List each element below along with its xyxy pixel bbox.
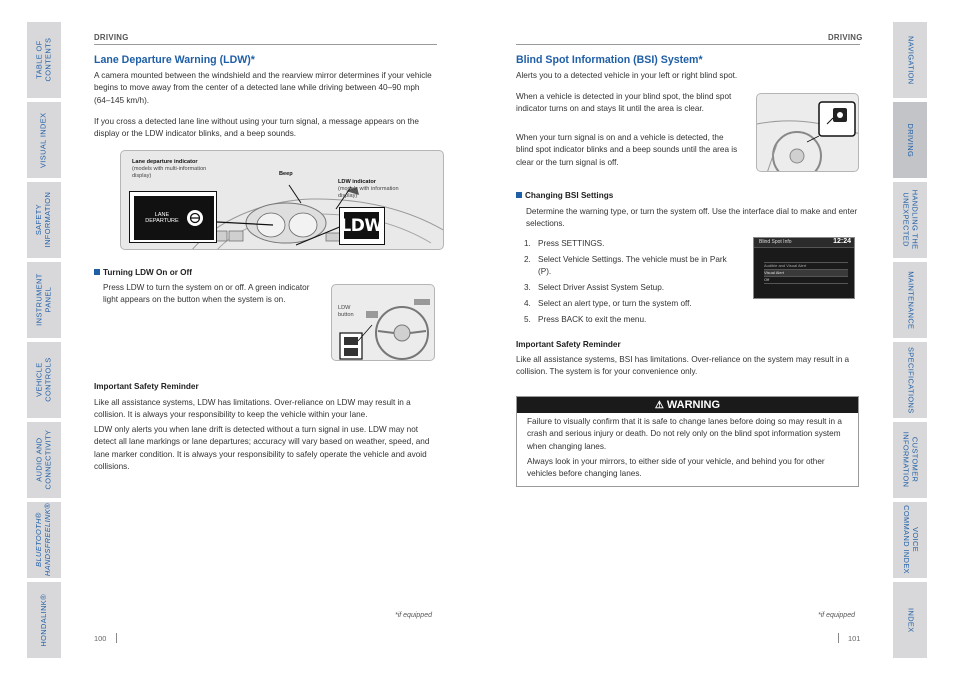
beep-note: Beep [279, 171, 293, 177]
tab-label: INDEX [906, 607, 916, 633]
screen-text: LANE DEPARTURE [145, 211, 179, 224]
warning-box [516, 396, 859, 487]
page-number: 100 [94, 634, 107, 643]
section-label: DRIVING [828, 33, 863, 42]
step-number: 5. [524, 314, 531, 324]
warning-header [517, 397, 858, 413]
bsi-settings-screen [753, 237, 855, 299]
tab-label: BLUETOOTH® HANDSFREELINK® [34, 503, 52, 577]
note-sub: (models with multi-information display) [132, 166, 207, 179]
tab-customer-information[interactable] [893, 422, 927, 498]
step-text: Select an alert type, or turn the system off. [538, 298, 692, 308]
safety-paragraph: Like all assistance systems, BSI has limitations. Over-reliance on the system may result in a collision. The system is for your convenience only. [516, 355, 850, 377]
page-title: Blind Spot Information (BSI) System* [516, 54, 703, 66]
tab-index[interactable] [893, 582, 927, 658]
ldw-dashboard-illustration [120, 150, 444, 250]
page-title: Lane Departure Warning (LDW)* [94, 54, 255, 66]
header-rule [94, 44, 437, 45]
safety-paragraph-1: Like all assistance systems, LDW has limitations. Over-reliance on LDW may result in a collision. It is always your responsibility to keep the vehicle within your lane. [94, 398, 411, 420]
warning-triangle-icon: ⚠ [654, 399, 664, 411]
screen-title: Blind Spot Info [759, 239, 792, 245]
tab-audio-connectivity[interactable] [27, 422, 61, 498]
tab-voice-command-index[interactable] [893, 502, 927, 578]
screen-header [754, 238, 854, 248]
tab-label: HONDALINK® [38, 593, 48, 647]
tab-label: TABLE OF CONTENTS [34, 38, 53, 82]
page-number-divider [838, 633, 839, 643]
step-number: 3. [524, 283, 531, 293]
safety-heading: Important Safety Reminder [94, 382, 199, 391]
step-text: Select Driver Assist System Setup. [538, 283, 665, 293]
ldw-button-label: LDW button [338, 305, 354, 318]
tab-label: SAFETY INFORMATION [34, 192, 52, 248]
steps-list [524, 238, 734, 330]
step-text: Select Vehicle Settings. The vehicle must be in Park (P). [538, 254, 727, 277]
ldw-indicator-inset [339, 207, 385, 245]
screen-clock: 12:24 [833, 238, 851, 245]
note-title: Lane departure indicator [132, 159, 198, 165]
bullet-square-icon [516, 192, 522, 198]
menu-item[interactable]: Visual Alert [764, 269, 848, 276]
menu-item[interactable]: Off [764, 276, 848, 284]
tab-table-of-contents[interactable] [27, 22, 61, 98]
tab-bluetooth-handsfreelink[interactable] [27, 502, 61, 578]
body-paragraph: If you cross a detected lane line without using your turn signal, a message appears on the display or the LDW indicator blinks, and a beep sounds. [94, 117, 419, 139]
screen-menu [764, 262, 848, 284]
tab-label: VOICE COMMAND INDEX [902, 505, 920, 575]
ldw-indicator-note [338, 179, 408, 200]
tab-navigation[interactable] [893, 22, 927, 98]
ldw-indicator-text: LDW [340, 215, 383, 236]
tab-instrument-panel[interactable] [27, 262, 61, 338]
turning-ldw-paragraph: Press LDW to turn the system on or off. A green indicator light appears on the button when the system is on. [103, 283, 310, 305]
subheading-changing-bsi [516, 191, 613, 200]
bsi-mirror-illustration [756, 93, 859, 172]
changing-bsi-paragraph: Determine the warning type, or turn the system off. Use the interface dial to make and enter selections. [526, 207, 858, 229]
note-title: LDW indicator [338, 179, 376, 185]
list-item [524, 254, 734, 279]
tab-maintenance[interactable] [893, 262, 927, 338]
tab-label: MAINTENANCE [906, 270, 916, 330]
warning-paragraph-1: Failure to visually confirm that it is safe to change lanes before doing so may result in a crash and serious injury or death. Do not rely only on the blind spot information system when changing lanes. [527, 417, 842, 451]
tab-handling-unexpected[interactable] [893, 182, 927, 258]
step-number: 2. [524, 254, 531, 264]
page-number-divider [116, 633, 117, 643]
bsi-paragraph-2: When your turn signal is on and a vehicle is detected, the blind spot indicator blinks and a beep sounds until the area is clear or the turn signal is off. [516, 133, 738, 167]
tab-label: VISUAL INDEX [38, 112, 48, 168]
subheading-text: Turning LDW On or Off [103, 268, 192, 277]
safety-heading: Important Safety Reminder [516, 340, 621, 349]
tab-label: HANDLING THE UNEXPECTED [902, 190, 920, 250]
header-rule [516, 44, 860, 45]
bullet-square-icon [94, 269, 100, 275]
menu-item[interactable]: Audible and Visual Alert [764, 262, 848, 269]
lane-departure-indicator-note [132, 159, 222, 180]
lane-departure-screen [134, 196, 214, 240]
safety-paragraph-2: LDW only alerts you when lane drift is detected without a turn signal in use. LDW may not detect all lane markings or lane departures; accuracy will vary based on weather, speed, and lane marker condition. It is always your responsibility to safely operate the vehicle and avoid collisions. [94, 425, 430, 471]
tab-label: CUSTOMER INFORMATION [902, 432, 920, 488]
footnote: *if equipped [395, 612, 432, 619]
tab-label: NAVIGATION [906, 35, 916, 85]
step-text: Press BACK to exit the menu. [538, 314, 647, 324]
ldw-button-illustration [331, 284, 435, 361]
page-number: 101 [848, 634, 861, 643]
warning-title: WARNING [666, 399, 721, 411]
tab-label: DRIVING [906, 123, 916, 157]
footnote: *if equipped [818, 612, 855, 619]
tab-label: AUDIO AND CONNECTIVITY [34, 430, 53, 490]
lane-departure-screen-inset [129, 191, 217, 243]
step-number: 4. [524, 298, 531, 308]
list-item [524, 298, 734, 310]
section-label: DRIVING [94, 33, 129, 42]
intro-paragraph: A camera mounted between the windshield and the rearview mirror determines if your vehicle begins to move away from the center of a detected lane while driving between 40–90 mph (64–145 km/h). [94, 71, 432, 105]
subheading-turning-ldw [94, 268, 192, 277]
tab-driving[interactable] [893, 102, 927, 178]
tab-safety-information[interactable] [27, 182, 61, 258]
tab-visual-index[interactable] [27, 102, 61, 178]
steering-wheel-icon [189, 212, 201, 224]
tab-label: VEHICLE CONTROLS [34, 357, 53, 403]
tab-label: SPECIFICATIONS [906, 346, 916, 414]
subheading-text: Changing BSI Settings [525, 191, 614, 200]
tab-label: INSTRUMENT PANEL [34, 273, 53, 327]
step-text: Press SETTINGS. [538, 239, 605, 248]
tab-hondalink[interactable] [27, 582, 61, 658]
step-number: 1. [524, 239, 531, 248]
mirror-drawing [757, 94, 859, 172]
list-item [524, 282, 734, 294]
bsi-paragraph-1: When a vehicle is detected in your blind spot, the blind spot indicator turns on and stays lit until the area is clear. [516, 92, 732, 114]
list-item [524, 238, 734, 250]
steering-drawing [332, 285, 435, 361]
ldw-indicator-box [340, 212, 383, 239]
tab-specifications[interactable] [893, 342, 927, 418]
warning-paragraph-2: Always look in your mirrors, to either side of your vehicle, and behind you for other vehicles before changing lanes. [527, 457, 825, 479]
intro-paragraph: Alerts you to a detected vehicle in your left or right blind spot. [516, 71, 738, 80]
list-item [524, 314, 734, 326]
lane-departure-icon [187, 210, 203, 226]
tab-vehicle-controls[interactable] [27, 342, 61, 418]
note-sub: (models with information display) [338, 186, 399, 199]
